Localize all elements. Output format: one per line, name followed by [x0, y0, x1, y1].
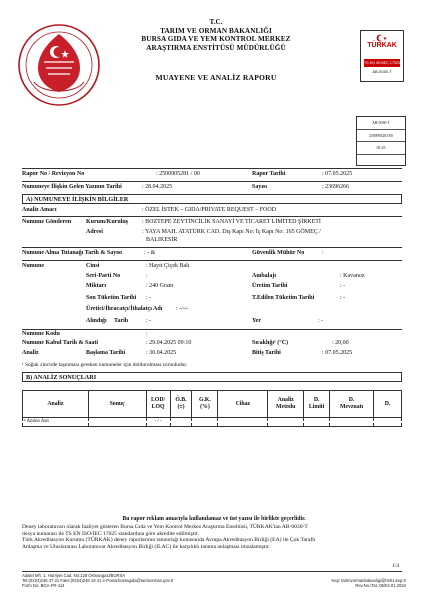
page-number: 1/4	[392, 563, 400, 569]
taken-row	[22, 318, 402, 327]
purpose-label: Analiz Amacı	[22, 207, 57, 213]
organization-label: Kurum/Kuruluş	[86, 219, 129, 225]
request-date-label: Numuneye İlişkin Gelen Yazının Tarihi	[22, 184, 122, 190]
disclaimer-line-4: Anlaşma ve Uluslararası Laboratuvar Akreditasyon Birliği (ILAC) ile karşılıklı tanıma anlaşması imzalamıştır.	[22, 544, 270, 551]
table-row	[23, 418, 402, 427]
producer-row	[22, 306, 402, 315]
table-cell: - / -	[146, 418, 170, 427]
analysis-dates-row	[22, 350, 402, 359]
footer-web: Kep: tarimvormanbakanligi@hs01.kep.tr	[331, 578, 406, 584]
divider	[22, 216, 402, 217]
taken-label: Alındığı	[86, 318, 107, 324]
organization-value: : BOZTEPE ZEYTİNCİLİK SANAYİ VE TİCARET LİMİTED ŞİRKETİ	[142, 219, 321, 225]
results-table	[22, 390, 402, 427]
taken-date-label: Tarih	[114, 318, 129, 324]
purpose-row	[22, 207, 402, 216]
results-column-header: Sonuç	[88, 391, 146, 418]
batch-label: Seri-Parti No	[86, 273, 121, 279]
reference-accreditation: AB-0030-T	[357, 117, 405, 130]
producer-value: : -/-/-	[176, 306, 189, 312]
results-column-header: G.K. (%)	[192, 391, 218, 418]
divider	[22, 329, 402, 330]
page-footer	[22, 573, 406, 588]
report-date-label: Rapor Tarihi	[252, 171, 286, 177]
results-column-header: D. Limiti	[304, 391, 330, 418]
analysis-start-value: : 30.04.2025	[146, 350, 177, 356]
divider	[22, 571, 402, 572]
table-cell	[218, 418, 268, 427]
package-value: : Kavanoz	[340, 273, 365, 279]
expiry-value: : -	[146, 295, 152, 301]
table-cell: • Amino Asit	[23, 418, 89, 427]
results-column-header: D.	[374, 391, 402, 418]
reference-date-code: 05-25	[357, 142, 405, 155]
recommended-expiry-label: T.Edilen Tüketim Tarihi	[252, 295, 315, 301]
table-cell	[268, 418, 304, 427]
analysis-start-label: Başlama Tarihi	[86, 350, 126, 356]
package-label: Ambalajı	[252, 273, 276, 279]
sample-type-value: : Hayıt Çiçek Balı	[146, 263, 190, 269]
ministry-logo-icon	[16, 22, 102, 108]
receipt-label: Numune Kabul Tarih & Saati	[22, 340, 99, 346]
disclaimer-line-3: Türk Akreditasyon Kurumu (TÜRKAK) deney raporlarının tanınırlığı konusunda Avrupa Akreditasyon Birliği (EA) ile Çok Taraflı	[22, 537, 316, 544]
divider	[22, 260, 402, 261]
report-date-value: : 07.05.2025	[322, 171, 353, 177]
minutes-label: Numune Alma Tutanağı Tarih & Sayısı	[22, 250, 122, 256]
cold-chain-footnote: ¹ Soğuk zincirde taşınması gereken numuneler için doldurulması zorunludur.	[22, 362, 188, 368]
results-body	[23, 418, 402, 427]
crescent-star-icon	[374, 34, 390, 42]
table-cell	[330, 418, 374, 427]
table-cell	[88, 418, 146, 427]
footer-revision: Rev.No./Tar.:06/04.01.2024	[355, 583, 406, 589]
table-cell	[170, 418, 192, 427]
turkak-accreditation-mark	[360, 30, 404, 82]
divider	[22, 247, 402, 248]
request-date-value: : 28.04.2025	[142, 184, 173, 190]
institution-header	[100, 18, 332, 82]
sample-code-label: Numune Kodu	[22, 331, 60, 337]
request-count-value: : 23696266	[322, 184, 350, 190]
address-value-line1: : YAYA MAH. ATATÜRK CAD. Dış Kapı No: İç Kapı No: 165 GÖMEÇ /	[142, 229, 321, 235]
results-column-header: Analiz	[23, 391, 89, 418]
sender-label: Numune Gönderen	[22, 219, 72, 225]
production-date-label: Üretim Tarihi	[252, 283, 288, 289]
receipt-row	[22, 340, 402, 349]
temperature-value: : 20,00	[332, 340, 349, 346]
report-number-value: : 2500905281 / 00	[156, 171, 200, 177]
sender-row	[22, 219, 402, 228]
amount-row	[22, 283, 402, 292]
turkak-badge	[364, 34, 400, 56]
table-cell	[304, 418, 330, 427]
analysis-end-label: Bitiş Tarihi	[252, 350, 281, 356]
report-number-label: Rapor No / Revizyon No	[22, 171, 85, 177]
minutes-value: : - &	[144, 250, 156, 256]
analysis-end-value: : 07.05.2025	[322, 350, 353, 356]
disclaimer	[22, 516, 406, 551]
results-column-header: Cihaz	[218, 391, 268, 418]
divider	[22, 181, 402, 182]
place-value: : -	[318, 318, 324, 324]
batch-value: :	[146, 273, 148, 279]
header-tc: T.C.	[209, 18, 223, 26]
sample-code-value: :	[146, 331, 148, 337]
address-row-2	[22, 237, 402, 246]
address-label: Adresi	[86, 229, 103, 235]
header-institute: ARAŞTIRMA ENSTİTÜSÜ MÜDÜRLÜĞÜ	[146, 43, 286, 52]
disclaimer-heading: Bu rapor reklam amacıyla kullanılamaz ve üst yazısı ile birlikte geçerlidir.	[122, 516, 306, 522]
footer-address: Adalet Mh. 1. Hürriyet Cad. No:128 Osmangazi/BURSA	[22, 573, 126, 578]
section-b-title: B) ANALİZ SONUÇLARI	[22, 372, 402, 382]
amount-value: : 240 Gram	[146, 283, 174, 289]
disclaimer-line-2: dosya numarası ile TS EN ISO/IEC 17025 standardına göre akredite edilmiştir.	[22, 530, 199, 537]
sample-code-row	[22, 331, 402, 340]
expiry-label: Son Tüketim Tarihi	[86, 295, 137, 301]
header-ministry: TARIM VE ORMAN BAKANLIĞI	[160, 26, 272, 35]
producer-label: Üretici/İhracatçı/İthalatçı Adı	[86, 306, 163, 312]
reference-box	[356, 116, 406, 166]
batch-row	[22, 273, 402, 282]
reference-report-number: 2500905281/00	[357, 130, 405, 143]
results-column-header: LOD/ LOQ	[146, 391, 170, 418]
footer-form-row	[22, 583, 406, 588]
expiry-row	[22, 295, 402, 304]
results-column-header: Analiz Metodu	[268, 391, 304, 418]
amount-label: Miktarı	[86, 283, 106, 289]
temperature-label: Sıcaklığı¹ (°C)	[252, 340, 289, 346]
sample-label: Numune	[22, 263, 45, 269]
footer-form-number: Form No: BGA-FR-114	[22, 583, 65, 589]
analysis-label: Analiz	[22, 350, 39, 356]
reference-blank	[357, 155, 405, 168]
purpose-value: : ÖZEL İSTEK – GIDA/PRIVATE REQUEST – FOOD	[142, 207, 277, 213]
request-count-label: Sayısı	[252, 184, 268, 190]
disclaimer-line-1: Deney laboratuvarı olarak faaliyet gösteren Bursa Gıda ve Yem Kontrol Merkez Araştırma Enstitüsü, TÜRKAK'tan AB-0030-T	[22, 523, 308, 530]
turkak-code: AB-0030-T	[372, 69, 392, 74]
results-header-row	[23, 391, 402, 418]
taken-date-value: : -	[146, 318, 152, 324]
sample-type-row	[22, 263, 402, 272]
production-date-value: : -	[340, 283, 346, 289]
request-row	[22, 184, 402, 193]
turkak-standard: TS EN ISO/IEC 17025	[364, 61, 400, 65]
seal-value: :	[322, 250, 324, 256]
place-label: Yer	[252, 318, 261, 324]
report-title: MUAYENE VE ANALİZ RAPORU	[155, 72, 277, 82]
results-column-header: D. Mevzuatı	[330, 391, 374, 418]
results-column-header: Ö.B. (±)	[170, 391, 192, 418]
table-cell	[192, 418, 218, 427]
footer-phone: Tel:(0224)246 47 21 Faks:(0224)246 19 41 e-Posta:bursagida@tarimorman.gov.tr	[22, 578, 174, 584]
turkak-name: TÜRKAK	[367, 42, 397, 49]
report-number-row	[22, 171, 402, 180]
recommended-expiry-value: : -	[340, 295, 346, 301]
table-cell	[374, 418, 402, 427]
divider	[22, 168, 402, 169]
address-value-line2: BALIKESİR	[146, 237, 178, 243]
minutes-row	[22, 250, 402, 259]
header-directorate: BURSA GIDA VE YEM KONTROL MERKEZ	[141, 35, 291, 44]
section-a-title: A) NUMUNEYE İLİŞKİN BİLGİLER	[22, 194, 402, 204]
seal-label: Güvenlik Mühür No	[252, 250, 305, 256]
sample-type-label: Cinsi	[86, 263, 100, 269]
receipt-value: : 29.04.2025 09:10	[146, 340, 192, 346]
